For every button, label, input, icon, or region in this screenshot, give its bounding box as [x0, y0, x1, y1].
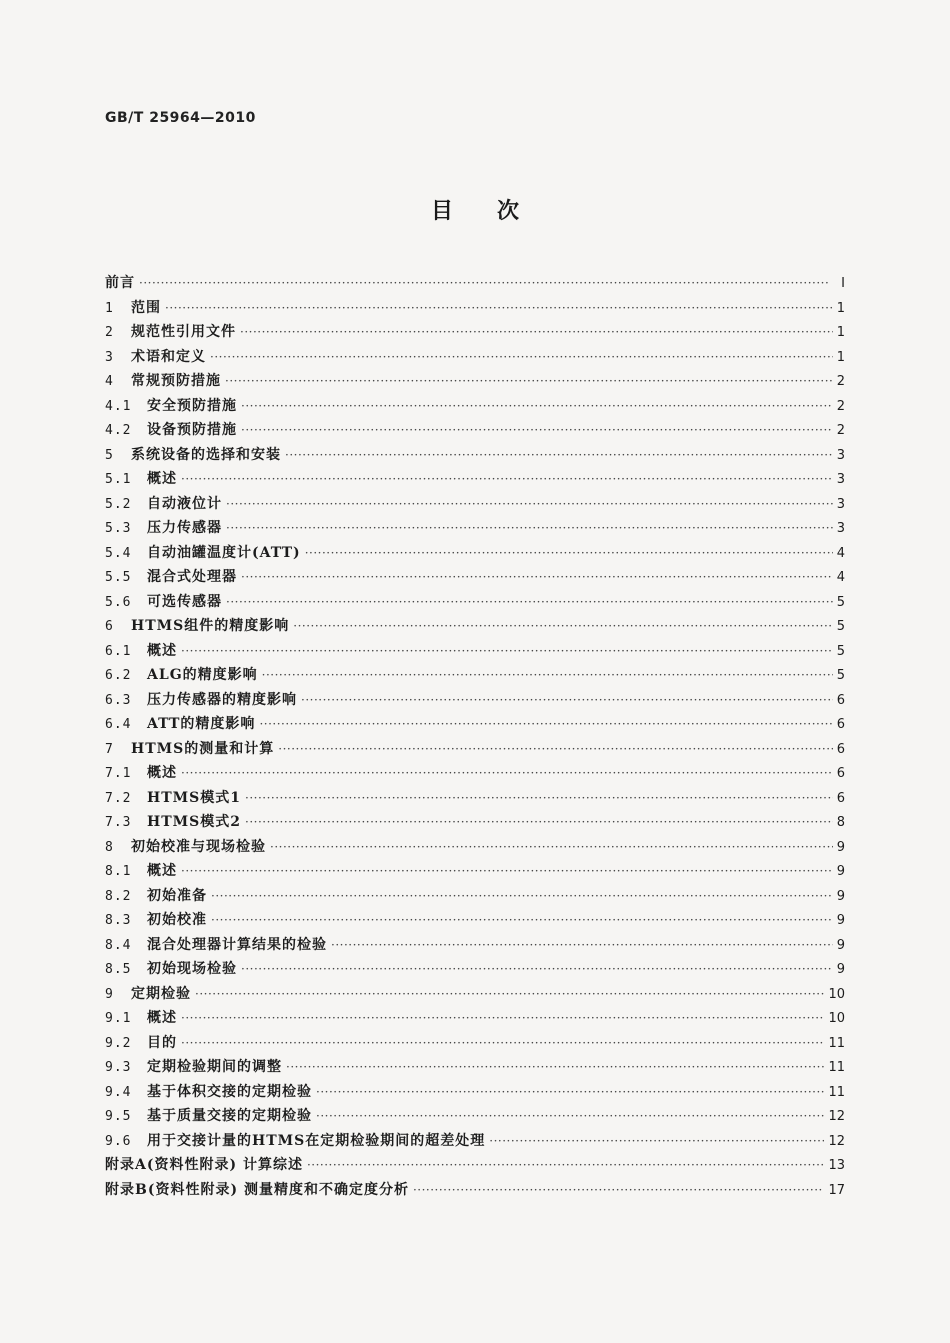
toc-entry-number: 7.1: [105, 766, 132, 781]
toc-entry[interactable]: [105, 712, 845, 737]
toc-entry[interactable]: [105, 271, 845, 296]
toc-leader-dots: [245, 786, 833, 811]
toc-entry-number: 4.2: [105, 423, 132, 438]
toc-entry[interactable]: [105, 369, 845, 394]
toc-entry-page: 6: [836, 717, 845, 732]
toc-entry-number: 6: [105, 619, 114, 634]
toc-entry-label: 前言: [105, 275, 135, 291]
toc-entry[interactable]: [105, 296, 845, 321]
toc-entry-number: 9: [105, 986, 114, 1002]
toc-entry[interactable]: [105, 614, 845, 639]
toc-entry-page: 3: [836, 447, 845, 463]
toc-entry-label: 基于体积交接的定期检验: [147, 1083, 312, 1100]
toc-entry-page: 3: [836, 496, 845, 512]
toc-entry-number: 1: [105, 300, 114, 316]
toc-entry-number: 9.5: [105, 1109, 132, 1124]
toc-entry-label: ATT的精度影响: [147, 716, 256, 732]
toc-entry[interactable]: [105, 541, 845, 566]
toc-entry-page: 5: [836, 594, 845, 610]
toc-entry-page: 9: [836, 913, 845, 928]
toc-leader-dots: [181, 467, 833, 492]
toc-entry-label: 概述: [147, 765, 177, 781]
toc-entry[interactable]: [105, 761, 845, 786]
toc-leader-dots: [165, 296, 833, 321]
toc-leader-dots: [211, 908, 833, 933]
toc-leader-dots: [241, 418, 833, 443]
toc-entry-label: ALG的精度影响: [147, 667, 258, 683]
toc-entry-label: 基于质量交接的定期检验: [147, 1108, 312, 1124]
toc-entry-label: 概述: [147, 471, 177, 487]
toc-entry-number: 6.2: [105, 668, 132, 683]
toc-entry[interactable]: [105, 492, 845, 517]
toc-entry-page: 4: [836, 570, 845, 585]
toc-leader-dots: [211, 884, 833, 909]
toc-entry-number: 6.3: [105, 692, 132, 708]
toc-entry-label: 系统设备的选择和安装: [131, 446, 281, 463]
toc-entry-number: 9.6: [105, 1133, 132, 1149]
toc-entry-label: 压力传感器: [147, 520, 222, 536]
toc-entry-page: 17: [828, 1182, 845, 1198]
toc-entry-number: 7.2: [105, 790, 132, 806]
toc-entry-label: HTMS组件的精度影响: [131, 618, 290, 634]
toc-leader-dots: [245, 810, 833, 835]
toc-leader-dots: [305, 541, 833, 566]
toc-leader-dots: [301, 688, 833, 713]
toc-entry-label: 初始准备: [147, 887, 207, 904]
toc-entry-number: 5.3: [105, 521, 132, 536]
toc-entry[interactable]: [105, 443, 845, 468]
toc-entry-number: 9.3: [105, 1060, 132, 1075]
page-title: 目次: [430, 199, 563, 224]
toc-entry[interactable]: [105, 1178, 845, 1203]
toc-entry-label: 初始校准: [147, 912, 207, 928]
toc-leader-dots: [285, 443, 833, 468]
toc-entry-label: HTMS模式1: [147, 789, 241, 806]
toc-entry[interactable]: [105, 1055, 845, 1080]
toc-entry-page: 11: [828, 1060, 845, 1075]
toc-entry[interactable]: [105, 1031, 845, 1056]
toc-entry[interactable]: [105, 1153, 845, 1178]
toc-entry-page: 6: [836, 741, 845, 757]
toc-entry-label: 安全预防措施: [147, 397, 237, 414]
toc-entry-page: 9: [836, 962, 845, 977]
toc-leader-dots: [270, 835, 833, 860]
toc-entry-page: 4: [836, 545, 845, 561]
toc-entry-page: 6: [836, 766, 845, 781]
toc-entry-number: 5.4: [105, 545, 132, 561]
toc-entry-page: 1: [836, 325, 845, 340]
toc-leader-dots: [259, 712, 832, 737]
toc-entry-number: 4.1: [105, 398, 132, 414]
toc-leader-dots: [241, 394, 833, 419]
toc-entry[interactable]: [105, 565, 845, 590]
toc-entry[interactable]: [105, 835, 845, 860]
toc-leader-dots: [307, 1153, 824, 1178]
toc-entry-label: 概述: [147, 1010, 177, 1026]
toc-entry[interactable]: [105, 590, 845, 615]
toc-entry-number: 9.1: [105, 1011, 132, 1026]
toc-entry[interactable]: [105, 859, 845, 884]
toc-leader-dots: [331, 933, 833, 958]
toc-entry[interactable]: [105, 1080, 845, 1105]
toc-entry-label: 术语和定义: [131, 348, 206, 365]
toc-entry-number: 7: [105, 741, 114, 757]
toc-entry-page: 12: [828, 1133, 845, 1149]
toc-leader-dots: [181, 859, 833, 884]
toc-entry-page: 8: [836, 815, 845, 830]
toc-entry-label: 混合式处理器: [147, 569, 237, 585]
toc-entry-page: 1: [836, 349, 845, 365]
toc-leader-dots: [316, 1104, 824, 1129]
toc-entry[interactable]: [105, 1006, 845, 1031]
toc-leader-dots: [413, 1178, 824, 1203]
toc-entry-page: 13: [828, 1158, 845, 1173]
toc-entry-number: 8.3: [105, 913, 132, 928]
toc-entry-label: 用于交接计量的HTMS在定期检验期间的超差处理: [147, 1132, 486, 1149]
toc-entry-page: 9: [836, 839, 845, 855]
toc-entry-label: 范围: [131, 299, 161, 316]
toc-entry-page: 10: [828, 986, 845, 1002]
toc-entry[interactable]: [105, 418, 845, 443]
toc-entry-page: 9: [836, 888, 845, 904]
toc-entry-number: 5.5: [105, 570, 132, 585]
toc-entry[interactable]: [105, 810, 845, 835]
toc-entry-label: 附录B(资料性附录) 测量精度和不确定度分析: [105, 1181, 409, 1198]
toc-entry-number: 2: [105, 325, 114, 340]
toc-entry-label: 混合处理器计算结果的检验: [147, 936, 327, 953]
toc-entry-number: 3: [105, 349, 114, 365]
toc-leader-dots: [195, 982, 824, 1007]
toc-entry-label: 压力传感器的精度影响: [147, 691, 297, 708]
toc-entry-page: 11: [828, 1035, 845, 1051]
toc-entry-label: 附录A(资料性附录) 计算综述: [105, 1157, 303, 1173]
toc-entry[interactable]: [105, 394, 845, 419]
toc-leader-dots: [181, 1006, 824, 1031]
toc-leader-dots: [181, 639, 833, 664]
toc-leader-dots: [241, 957, 833, 982]
toc-entry[interactable]: [105, 884, 845, 909]
toc-entry[interactable]: [105, 345, 845, 370]
toc-entry[interactable]: [105, 933, 845, 958]
toc-leader-dots: [139, 271, 833, 296]
toc-leader-dots: [225, 369, 833, 394]
toc-entry-page: 2: [836, 423, 845, 438]
toc-entry-page: 1: [836, 300, 845, 316]
toc-entry-number: 6.1: [105, 643, 132, 659]
toc-entry-label: 目的: [147, 1034, 177, 1051]
toc-leader-dots: [489, 1129, 824, 1154]
toc-entry[interactable]: [105, 467, 845, 492]
toc-entry-number: 5.2: [105, 496, 132, 512]
toc-entry[interactable]: [105, 320, 845, 345]
table-of-contents: [105, 271, 845, 1202]
toc-entry-page: 3: [836, 521, 845, 536]
toc-leader-dots: [226, 516, 833, 541]
toc-entry-number: 8: [105, 839, 114, 855]
toc-entry-number: 8.2: [105, 888, 132, 904]
toc-entry[interactable]: [105, 663, 845, 688]
toc-entry-label: 自动液位计: [147, 495, 222, 512]
toc-entry-label: 规范性引用文件: [131, 324, 236, 340]
toc-leader-dots: [226, 590, 833, 615]
toc-leader-dots: [316, 1080, 824, 1105]
toc-entry-page: 11: [828, 1084, 845, 1100]
toc-entry-number: 5.6: [105, 594, 132, 610]
toc-entry-number: 5: [105, 447, 114, 463]
toc-entry-label: 定期检验: [131, 985, 191, 1002]
toc-entry-label: HTMS模式2: [147, 814, 241, 830]
toc-entry-page: 5: [836, 668, 845, 683]
toc-entry-page: 6: [836, 790, 845, 806]
toc-entry-page: 2: [836, 398, 845, 414]
toc-entry[interactable]: [105, 516, 845, 541]
toc-leader-dots: [210, 345, 833, 370]
toc-entry-number: 8.1: [105, 864, 132, 879]
toc-entry-number: 5.1: [105, 472, 132, 487]
toc-entry[interactable]: [105, 688, 845, 713]
toc-entry-label: 自动油罐温度计(ATT): [147, 544, 301, 561]
toc-entry-label: 概述: [147, 642, 177, 659]
toc-entry-label: HTMS的测量和计算: [131, 740, 275, 757]
toc-entry-number: 8.5: [105, 962, 132, 977]
standard-code: GB/T 25964—2010: [105, 110, 256, 126]
toc-entry-number: 4: [105, 374, 114, 389]
toc-entry[interactable]: [105, 1104, 845, 1129]
toc-entry[interactable]: [105, 982, 845, 1007]
toc-leader-dots: [278, 737, 832, 762]
toc-leader-dots: [293, 614, 832, 639]
toc-leader-dots: [241, 565, 833, 590]
toc-entry[interactable]: [105, 1129, 845, 1154]
toc-entry-number: 6.4: [105, 717, 132, 732]
toc-entry-number: 9.4: [105, 1084, 132, 1100]
toc-entry-page: 10: [828, 1011, 845, 1026]
toc-leader-dots: [181, 761, 833, 786]
toc-entry[interactable]: [105, 957, 845, 982]
toc-entry-label: 设备预防措施: [147, 422, 237, 438]
toc-entry-label: 可选传感器: [147, 593, 222, 610]
toc-entry[interactable]: [105, 908, 845, 933]
toc-leader-dots: [286, 1055, 824, 1080]
toc-entry[interactable]: [105, 786, 845, 811]
toc-entry-label: 定期检验期间的调整: [147, 1059, 282, 1075]
toc-leader-dots: [262, 663, 833, 688]
toc-entry-page: 5: [836, 643, 845, 659]
toc-entry-label: 初始现场检验: [147, 961, 237, 977]
toc-leader-dots: [181, 1031, 824, 1056]
toc-entry-number: 9.2: [105, 1035, 132, 1051]
toc-entry-label: 初始校准与现场检验: [131, 838, 266, 855]
toc-entry-number: 7.3: [105, 815, 132, 830]
toc-entry-page: 12: [828, 1109, 845, 1124]
toc-entry-page: 2: [836, 374, 845, 389]
toc-entry-page: Ⅰ: [841, 276, 845, 291]
toc-entry-page: 3: [836, 472, 845, 487]
toc-entry-label: 常规预防措施: [131, 373, 221, 389]
toc-entry-page: 5: [836, 619, 845, 634]
toc-entry-number: 8.4: [105, 937, 132, 953]
toc-entry-page: 9: [836, 937, 845, 953]
toc-leader-dots: [226, 492, 833, 517]
toc-entry[interactable]: [105, 737, 845, 762]
toc-entry-label: 概述: [147, 863, 177, 879]
toc-entry-page: 6: [836, 692, 845, 708]
toc-entry-page: 9: [836, 864, 845, 879]
toc-entry[interactable]: [105, 639, 845, 664]
toc-leader-dots: [240, 320, 833, 345]
